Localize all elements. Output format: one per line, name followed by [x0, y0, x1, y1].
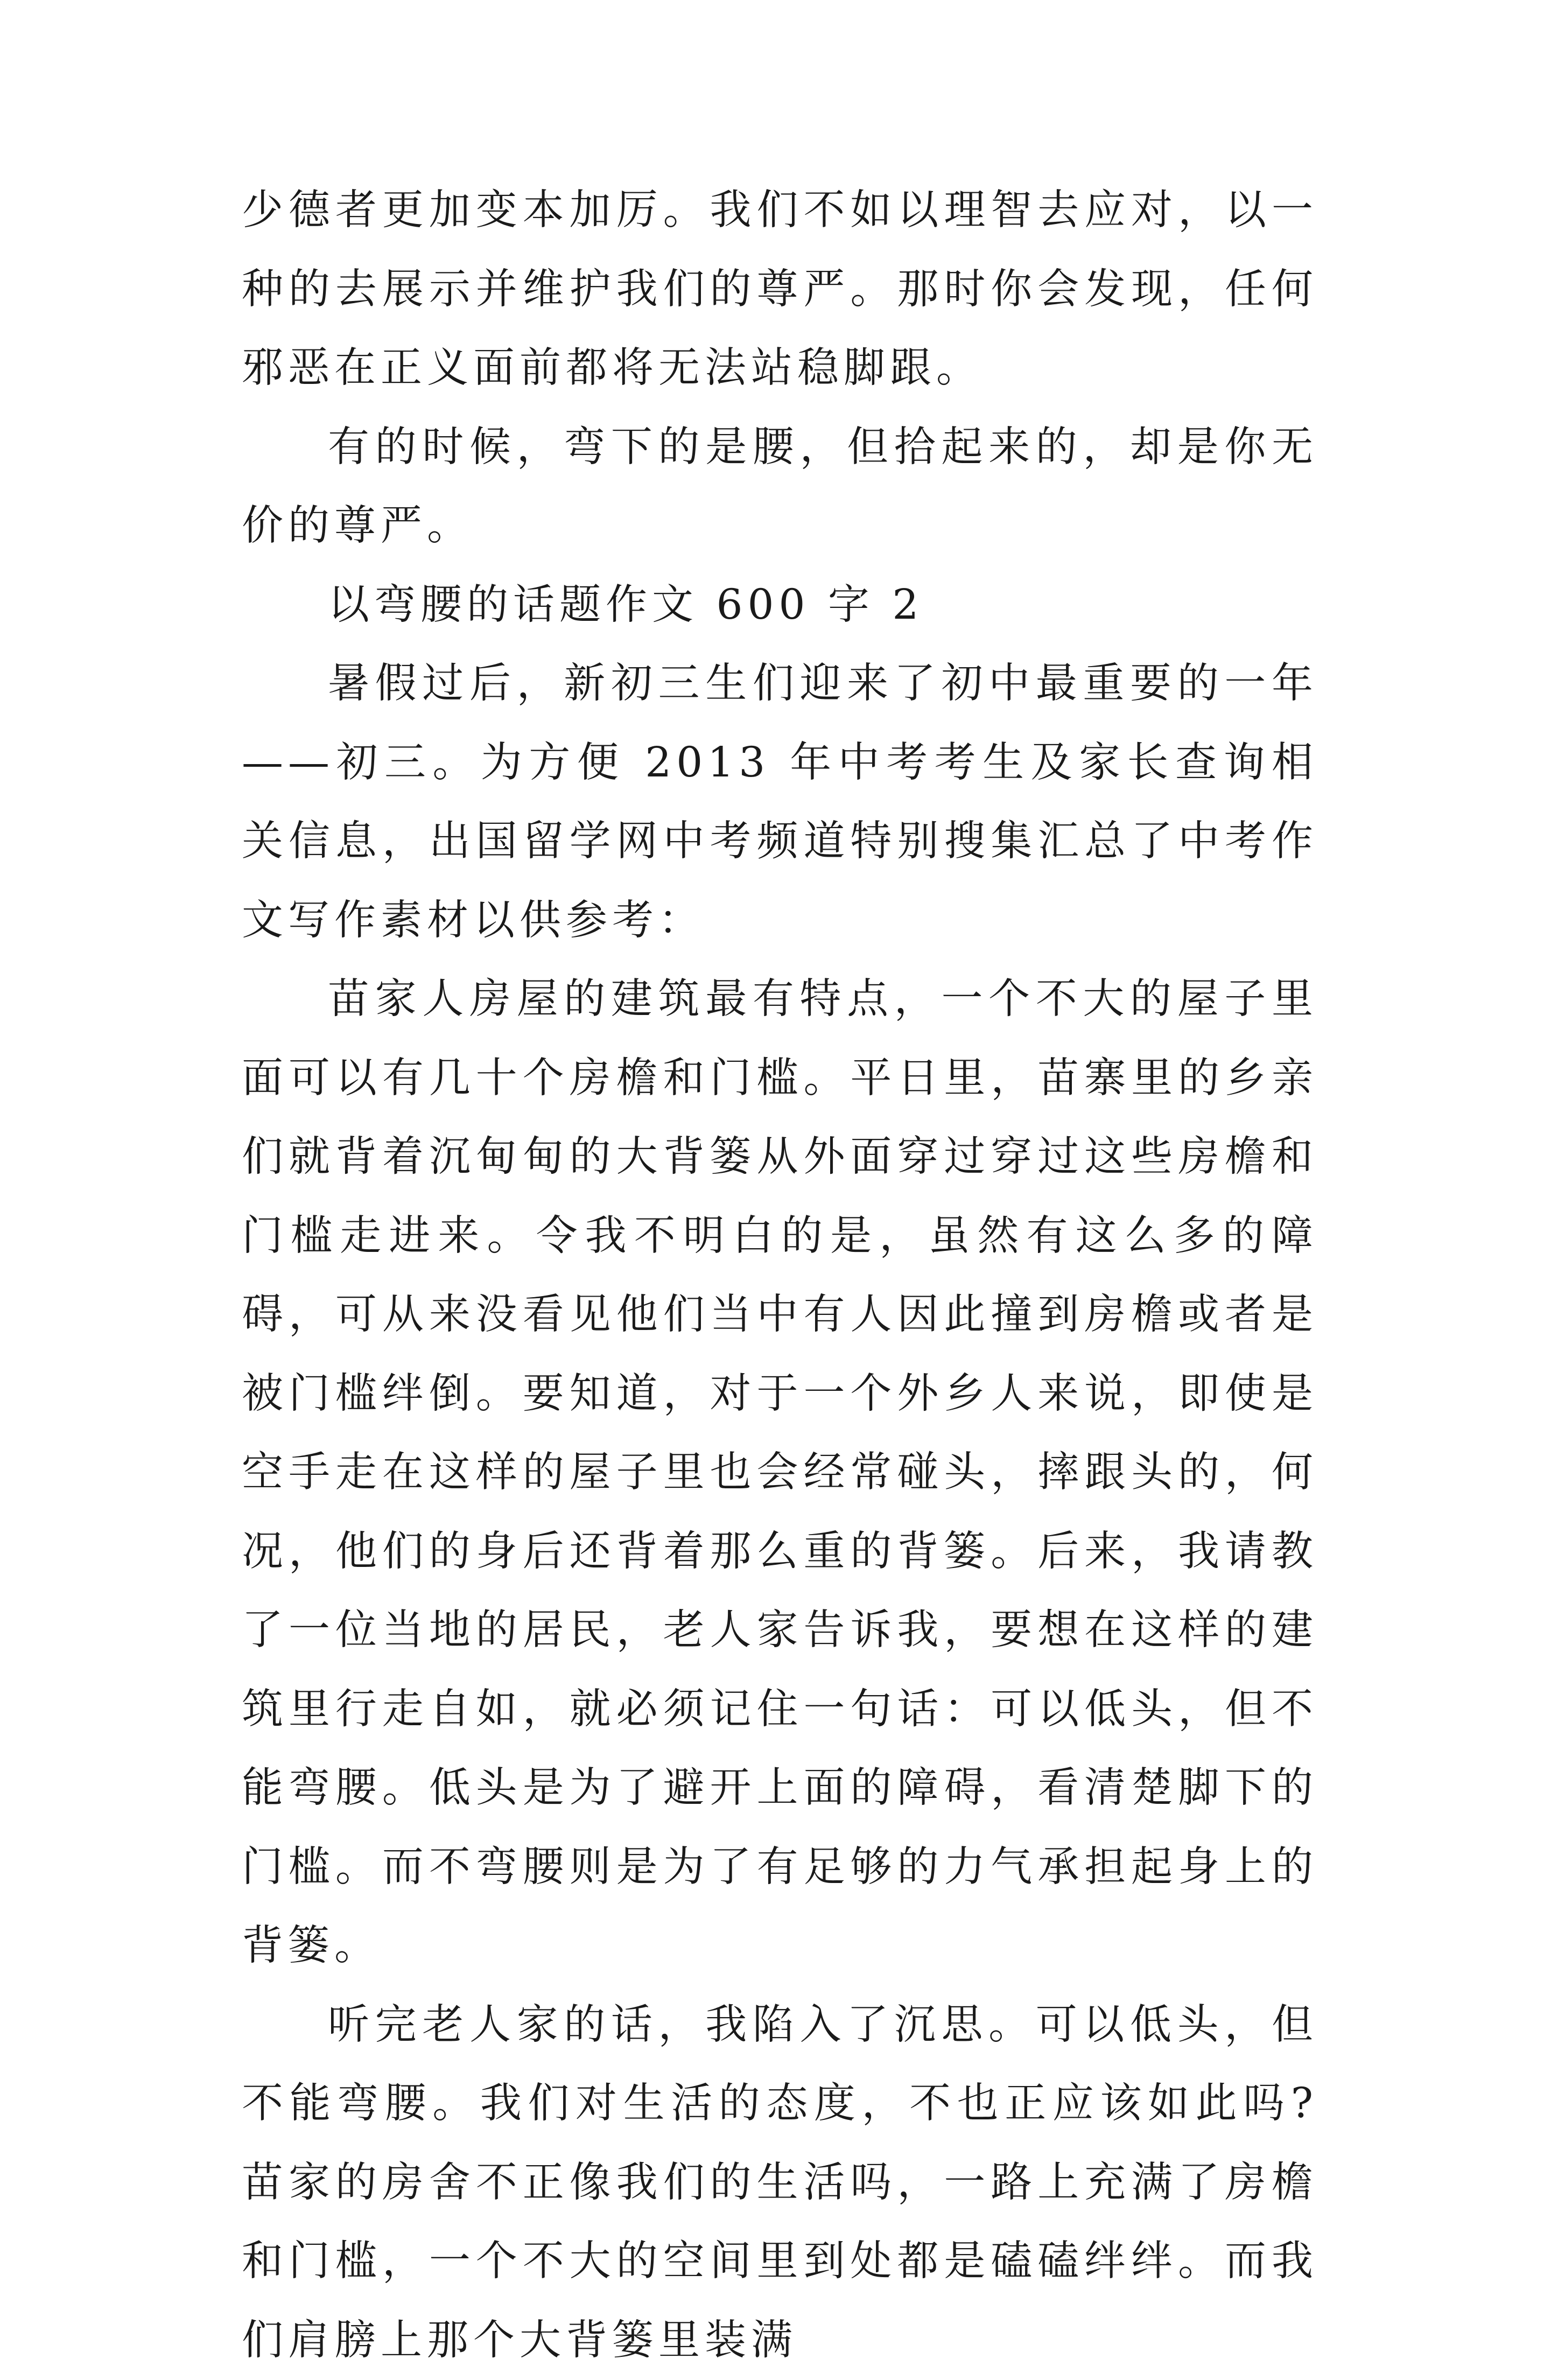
essay-heading: 以弯腰的话题作文 600 字 2 [242, 566, 1318, 645]
paragraph-miao-houses: 苗家人房屋的建筑最有特点，一个不大的屋子里面可以有几十个房檐和门槛。平日里，苗寨里的乡亲们就背着沉甸甸的大背篓从外面穿过穿过这些房檐和门槛走进来。令我不明白的是，虽然有这么多的障碍，可从来没看见他们当中有人因此撞到房檐或者是被门槛绊倒。要知道，对于一个外乡人来说，即使是空手走在这样的屋子里也会经常碰头，摔跟头的，何况，他们的身后还背着那么重的背篓。后来，我请教了一位当地的居民，老人家告诉我，要想在这样的建筑里行走自如，就必须记住一句话：可以低头，但不能弯腰。低头是为了避开上面的障碍，看清楚脚下的门槛。而不弯腰则是为了有足够的力气承担起身上的背篓。 [242, 960, 1318, 1986]
paragraph-dignity: 有的时候，弯下的是腰，但拾起来的，却是你无价的尊严。 [242, 408, 1318, 566]
paragraph-intro: 暑假过后，新初三生们迎来了初中最重要的一年——初三。为方便 2013 年中考考生及家长查询相关信息，出国留学网中考频道特别搜集汇总了中考作文写作素材以供参考： [242, 645, 1318, 960]
paragraph-reflection: 听完老人家的话，我陷入了沉思。可以低头，但不能弯腰。我们对生活的态度，不也正应该如此吗?苗家的房舍不正像我们的生活吗，一路上充满了房檐和门槛，一个不大的空间里到处都是磕磕绊绊。而我们肩膀上那个大背篓里装满 [242, 1986, 1318, 2380]
paragraph-continuation: 少德者更加变本加厉。我们不如以理智去应对，以一种的去展示并维护我们的尊严。那时你会发现，任何邪恶在正义面前都将无法站稳脚跟。 [242, 171, 1318, 408]
document-body [242, 171, 1318, 2380]
